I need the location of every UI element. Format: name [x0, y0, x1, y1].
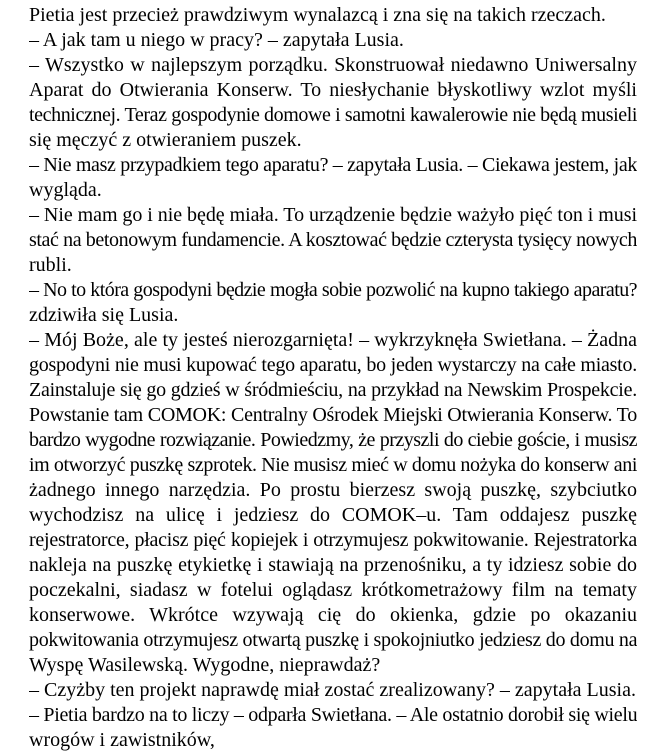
paragraph [29, 328, 637, 678]
text-line: gospodyni nie musi kupować tego aparatu, bo jeden wystarczy na całe miasto. [29, 354, 637, 376]
text-line: Powstanie tam COMOK: Centralny Ośrodek Miejski Otwierania Konserw. To [29, 404, 637, 426]
text-line: Zainstaluje się go gdzieś w śródmieściu, na przykład na Newskim Prospekcie. [29, 379, 637, 401]
text-line: – No to która gospodyni będzie mogła sobie pozwolić na kupno takiego aparatu? [29, 279, 637, 301]
text-line: – Wszystko w najlepszym porządku. Skonstruował niedawno Uniwersalny [29, 54, 637, 76]
text-line: Aparat do Otwierania Konserw. To niesłychanie błyskotliwy wzlot myśli [29, 79, 637, 101]
paragraph [29, 28, 637, 53]
text-line: się męczyć z otwieraniem puszek. [29, 129, 302, 151]
text-line: konserwowe. Wkrótce wzywają cię do okienka, gdzie po okazaniu [29, 604, 637, 626]
text-line: rubli. [29, 254, 72, 276]
paragraph [29, 203, 637, 278]
text-line: żadnego innego narzędzia. Po prostu bierzesz swoją puszkę, szybciutko [29, 479, 637, 501]
text-line: Wyspę Wasilewską. Wygodne, nieprawdaż? [29, 654, 381, 676]
text-line: zdziwiła się Lusia. [29, 304, 179, 326]
text-line: pokwitowania otrzymujesz otwartą puszkę i spokojniutko jedziesz do domu na [29, 629, 637, 651]
paragraph [29, 278, 637, 328]
paragraph [29, 678, 637, 703]
paragraph [29, 703, 637, 753]
text-line: wrogów i zawistników, [29, 729, 215, 751]
text-body [29, 3, 637, 753]
text-line: – Nie mam go i nie będę miała. To urządzenie będzie ważyło pięć ton i musi [29, 204, 637, 226]
text-line: poczekalni, siadasz w fotelui oglądasz krótkometrażowy film na tematy [29, 579, 637, 601]
text-line: – Czyżby ten projekt naprawdę miał zostać zrealizowany? – zapytała Lusia. [29, 679, 636, 701]
text-line: im otworzyć puszkę szprotek. Nie musisz mieć w domu nożyka do konserw ani [29, 454, 637, 476]
text-line: stać na betonowym fundamencie. A kosztować będzie czterysta tysięcy nowych [29, 229, 637, 251]
text-line: – A jak tam u niego w pracy? – zapytała Lusia. [29, 29, 404, 51]
text-line: rejestratorce, płacisz pięć kopiejek i otrzymujesz pokwitowanie. Rejestratorka [29, 529, 637, 551]
text-line: – Nie masz przypadkiem tego aparatu? – zapytała Lusia. – Ciekawa jestem, jak [29, 154, 637, 176]
text-line: – Pietia bardzo na to liczy – odparła Swietłana. – Ale ostatnio dorobił się wielu [29, 704, 637, 726]
text-line: wychodzisz na ulicę i jedziesz do COMOK–u. Tam oddajesz puszkę [29, 504, 637, 526]
text-line: Pietia jest przecież prawdziwym wynalazcą i zna się na takich rzeczach. [29, 4, 606, 26]
paragraph [29, 3, 637, 28]
paragraph [29, 153, 637, 203]
text-line: nakleja na puszkę etykietkę i stawiają na przenośniku, a ty idziesz sobie do [29, 554, 637, 576]
text-line: bardzo wygodne rozwiązanie. Powiedzmy, że przyszli do ciebie goście, i musisz [29, 429, 637, 451]
text-line: technicznej. Teraz gospodynie domowe i samotni kawalerowie nie będą musieli [29, 104, 637, 126]
text-line: – Mój Boże, ale ty jesteś nierozgarnięta! – wykrzyknęła Swietłana. – Żadna [29, 329, 637, 351]
paragraph [29, 53, 637, 153]
text-line: wygląda. [29, 179, 102, 201]
